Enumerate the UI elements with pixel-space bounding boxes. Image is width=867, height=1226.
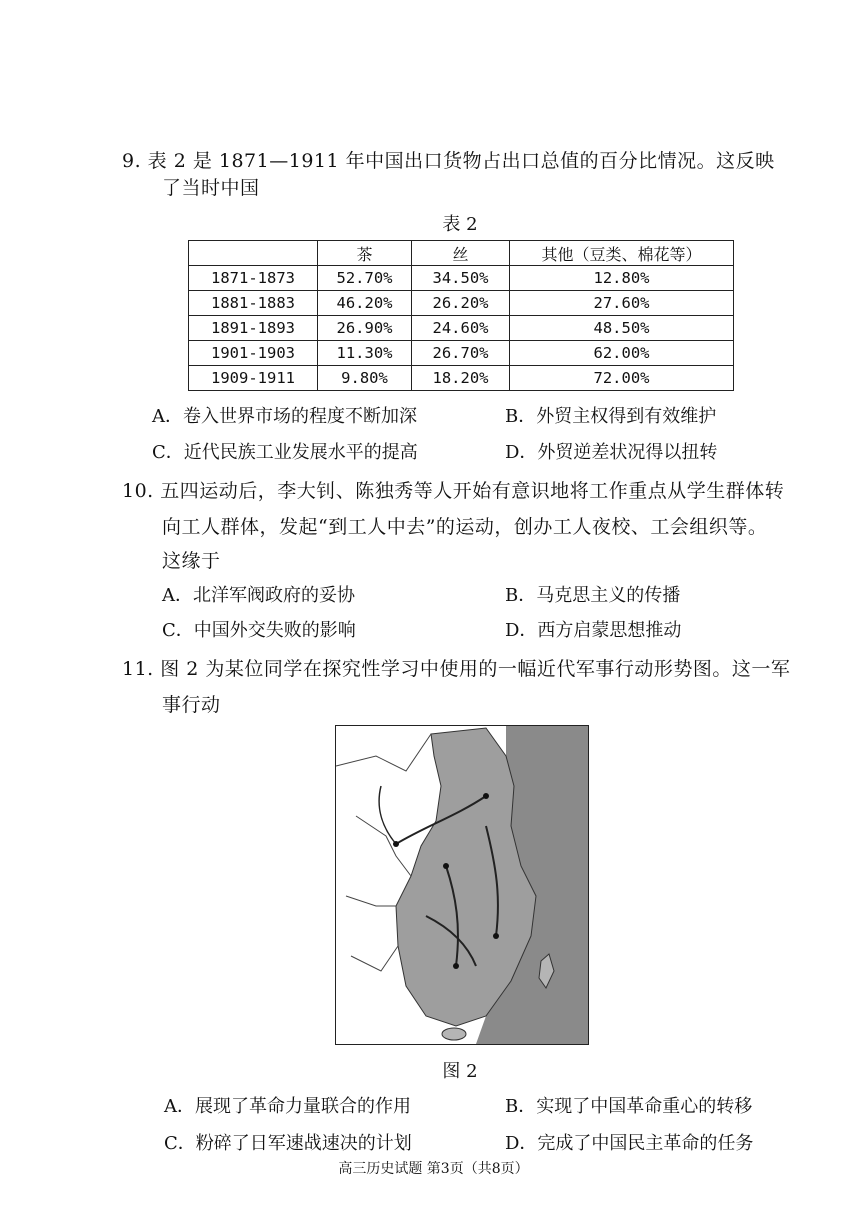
table-cell: 62.00% — [510, 341, 734, 366]
table-cell: 34.50% — [412, 266, 510, 291]
table-cell: 26.70% — [412, 341, 510, 366]
q10-stem-line2: 向工人群体，发起“到工人中去”的运动，创办工人夜校、工会组织等。 — [162, 516, 768, 538]
q10-option-c[interactable]: C．中国外交失败的影响 — [162, 620, 356, 641]
table-cell: 12.80% — [510, 266, 734, 291]
map-graphic — [336, 726, 588, 1044]
route-line — [379, 786, 396, 844]
q11-option-c[interactable]: C．粉碎了日军速战速决的计划 — [164, 1133, 412, 1154]
table-cell: 72.00% — [510, 366, 734, 391]
city-marker — [493, 933, 499, 939]
q10-stem-line1: 10. 五四运动后，李大钊、陈独秀等人开始有意识地将工作重点从学生群体转 — [122, 480, 785, 502]
q10-option-b[interactable]: B．马克思主义的传播 — [505, 585, 681, 606]
q9-option-a[interactable]: A．卷入世界市场的程度不断加深 — [152, 406, 417, 427]
q11-option-d[interactable]: D．完成了中国民主革命的任务 — [505, 1133, 754, 1154]
table-cell: 27.60% — [510, 291, 734, 316]
table-cell: 1891-1893 — [189, 316, 318, 341]
table-header-row — [189, 241, 734, 266]
table-cell: 1871-1873 — [189, 266, 318, 291]
q9-option-b[interactable]: B．外贸主权得到有效维护 — [505, 406, 717, 427]
q10-stem-line3: 这缘于 — [162, 550, 221, 572]
q9-option-c[interactable]: C．近代民族工业发展水平的提高 — [152, 442, 418, 463]
table-row — [189, 266, 734, 291]
table-header-cell: 其他（豆类、棉花等） — [510, 241, 734, 266]
table-caption: 表 2 — [442, 214, 478, 235]
page-footer: 高三历史试题 第3页（共8页） — [338, 1161, 529, 1177]
table-cell: 26.90% — [318, 316, 412, 341]
q9-stem-line2: 了当时中国 — [162, 177, 260, 199]
table-cell: 26.20% — [412, 291, 510, 316]
table-cell: 24.60% — [412, 316, 510, 341]
table-header-cell — [189, 241, 318, 266]
city-marker — [393, 841, 399, 847]
table-cell: 9.80% — [318, 366, 412, 391]
q11-stem-line1: 11. 图 2 为某位同学在探究性学习中使用的一幅近代军事行动形势图。这一军 — [122, 658, 791, 680]
q10-option-a[interactable]: A．北洋军阀政府的妥协 — [162, 585, 355, 606]
export-table — [188, 240, 734, 391]
q11-stem-line2: 事行动 — [162, 694, 221, 716]
city-marker — [483, 793, 489, 799]
border-line — [346, 896, 396, 906]
table-row — [189, 291, 734, 316]
table-cell: 46.20% — [318, 291, 412, 316]
table-row — [189, 316, 734, 341]
q11-option-a[interactable]: A．展现了革命力量联合的作用 — [164, 1096, 411, 1117]
table-cell: 1881-1883 — [189, 291, 318, 316]
city-marker — [443, 863, 449, 869]
q9-stem-line1: 9. 表 2 是 1871—1911 年中国出口货物占出口总值的百分比情况。这反映 — [122, 150, 775, 172]
q11-option-b[interactable]: B．实现了中国革命重心的转移 — [505, 1096, 753, 1117]
table-cell: 1901-1903 — [189, 341, 318, 366]
table-row — [189, 341, 734, 366]
table-cell: 48.50% — [510, 316, 734, 341]
military-situation-map — [335, 725, 589, 1045]
border-line — [336, 734, 431, 771]
table-cell: 11.30% — [318, 341, 412, 366]
table-row — [189, 366, 734, 391]
q9-option-d[interactable]: D．外贸逆差状况得以扭转 — [505, 442, 718, 463]
table-cell: 18.20% — [412, 366, 510, 391]
q10-option-d[interactable]: D．西方启蒙思想推动 — [505, 620, 682, 641]
table-cell: 1909-1911 — [189, 366, 318, 391]
table-cell: 52.70% — [318, 266, 412, 291]
figure-caption: 图 2 — [442, 1061, 478, 1082]
border-line — [351, 946, 398, 971]
island — [442, 1028, 466, 1040]
table-header-cell: 茶 — [318, 241, 412, 266]
city-marker — [453, 963, 459, 969]
table-header-cell: 丝 — [412, 241, 510, 266]
